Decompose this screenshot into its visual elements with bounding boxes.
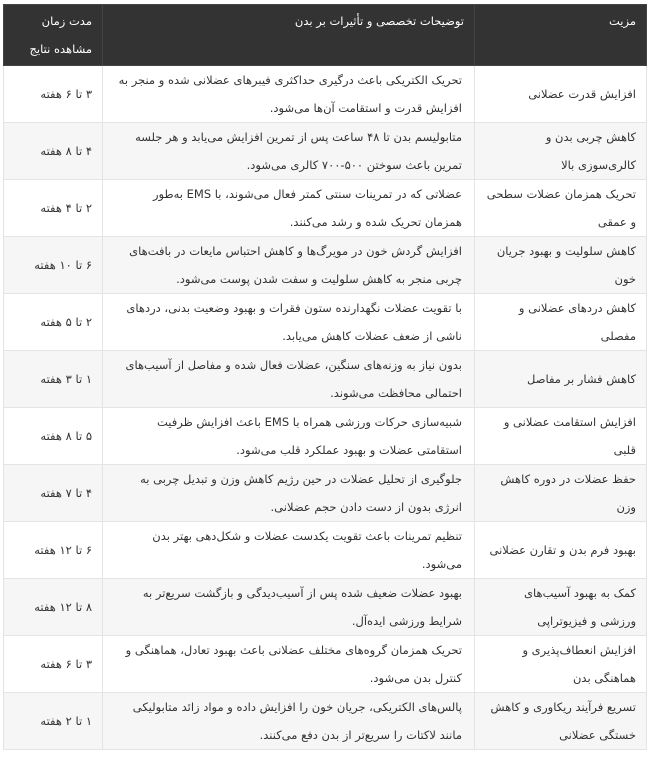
description-cell: جلوگیری از تحلیل عضلات در حین رژیم کاهش وزن و تبدیل چربی به انرژی بدون از دست دادن حجم عضلانی. — [103, 465, 475, 522]
description-cell: با تقویت عضلات نگهدارنده ستون فقرات و بهبود وضعیت بدنی، دردهای ناشی از ضعف عضلات کاهش می‌یابد. — [103, 294, 475, 351]
ems-benefits-table — [3, 4, 647, 750]
description-cell: تحریک همزمان گروه‌های مختلف عضلانی باعث بهبود تعادل، هماهنگی و کنترل بدن می‌شود. — [103, 636, 475, 693]
table-row — [4, 579, 647, 636]
header-description: توضیحات تخصصی و تأثیرات بر بدن — [103, 5, 475, 66]
description-cell: تنظیم تمرینات باعث تقویت یکدست عضلات و شکل‌دهی بهتر بدن می‌شود. — [103, 522, 475, 579]
duration-cell: ۴ تا ۷ هفته — [4, 465, 103, 522]
description-cell: متابولیسم بدن تا ۴۸ ساعت پس از تمرین افزایش می‌یابد و هر جلسه تمرین باعث سوختن ۵۰۰-۷۰۰ کالری می‌شود. — [103, 123, 475, 180]
benefit-cell: حفظ عضلات در دوره کاهش وزن — [475, 465, 647, 522]
benefit-cell: کاهش دردهای عضلانی و مفصلی — [475, 294, 647, 351]
duration-cell: ۲ تا ۴ هفته — [4, 180, 103, 237]
benefit-cell: افزایش انعطاف‌پذیری و هماهنگی بدن — [475, 636, 647, 693]
benefit-cell: بهبود فرم بدن و تقارن عضلانی — [475, 522, 647, 579]
duration-cell: ۶ تا ۱۲ هفته — [4, 522, 103, 579]
table-row — [4, 294, 647, 351]
duration-cell: ۳ تا ۶ هفته — [4, 636, 103, 693]
duration-cell: ۲ تا ۵ هفته — [4, 294, 103, 351]
table-row — [4, 693, 647, 750]
table-row — [4, 522, 647, 579]
duration-cell: ۶ تا ۱۰ هفته — [4, 237, 103, 294]
table-row — [4, 351, 647, 408]
benefit-cell: کاهش سلولیت و بهبود جریان خون — [475, 237, 647, 294]
table-row — [4, 636, 647, 693]
description-cell: بهبود عضلات ضعیف شده پس از آسیب‌دیدگی و بازگشت سریع‌تر به شرایط ورزشی ایده‌آل. — [103, 579, 475, 636]
table-row — [4, 123, 647, 180]
benefit-cell: افزایش استقامت عضلانی و قلبی — [475, 408, 647, 465]
benefit-cell: کاهش فشار بر مفاصل — [475, 351, 647, 408]
header-duration: مدت زمان مشاهده نتایج — [4, 5, 103, 66]
description-cell: بدون نیاز به وزنه‌های سنگین، عضلات فعال شده و مفاصل از آسیب‌های احتمالی محافظت می‌شوند. — [103, 351, 475, 408]
description-cell: عضلاتی که در تمرینات سنتی کمتر فعال می‌شوند، با EMS به‌طور همزمان تحریک شده و رشد می‌کنند. — [103, 180, 475, 237]
description-cell: افزایش گردش خون در مویرگ‌ها و کاهش احتباس مایعات در بافت‌های چربی منجر به کاهش سلولیت و سفت شدن پوست می‌شود. — [103, 237, 475, 294]
header-benefit: مزیت — [475, 5, 647, 66]
table-row — [4, 66, 647, 123]
benefit-cell: تسریع فرآیند ریکاوری و کاهش خستگی عضلانی — [475, 693, 647, 750]
table-row — [4, 237, 647, 294]
description-cell: پالس‌های الکتریکی، جریان خون را افزایش داده و مواد زائد متابولیکی مانند لاکتات را سریع‌تر از بدن دفع می‌کنند. — [103, 693, 475, 750]
duration-cell: ۱ تا ۳ هفته — [4, 351, 103, 408]
duration-cell: ۱ تا ۲ هفته — [4, 693, 103, 750]
benefit-cell: تحریک همزمان عضلات سطحی و عمقی — [475, 180, 647, 237]
table-row — [4, 408, 647, 465]
duration-cell: ۸ تا ۱۲ هفته — [4, 579, 103, 636]
benefit-cell: افزایش قدرت عضلانی — [475, 66, 647, 123]
benefit-cell: کاهش چربی بدن و کالری‌سوزی بالا — [475, 123, 647, 180]
header-row — [4, 5, 647, 66]
benefit-cell: کمک به بهبود آسیب‌های ورزشی و فیزیوتراپی — [475, 579, 647, 636]
description-cell: تحریک الکتریکی باعث درگیری حداکثری فیبرهای عضلانی شده و منجر به افزایش قدرت و استقامت آن‌ها می‌شود. — [103, 66, 475, 123]
table-row — [4, 465, 647, 522]
duration-cell: ۵ تا ۸ هفته — [4, 408, 103, 465]
table-row — [4, 180, 647, 237]
duration-cell: ۴ تا ۸ هفته — [4, 123, 103, 180]
duration-cell: ۳ تا ۶ هفته — [4, 66, 103, 123]
description-cell: شبیه‌سازی حرکات ورزشی همراه با EMS باعث افزایش ظرفیت استقامتی عضلات و بهبود عملکرد قلب می‌شود. — [103, 408, 475, 465]
